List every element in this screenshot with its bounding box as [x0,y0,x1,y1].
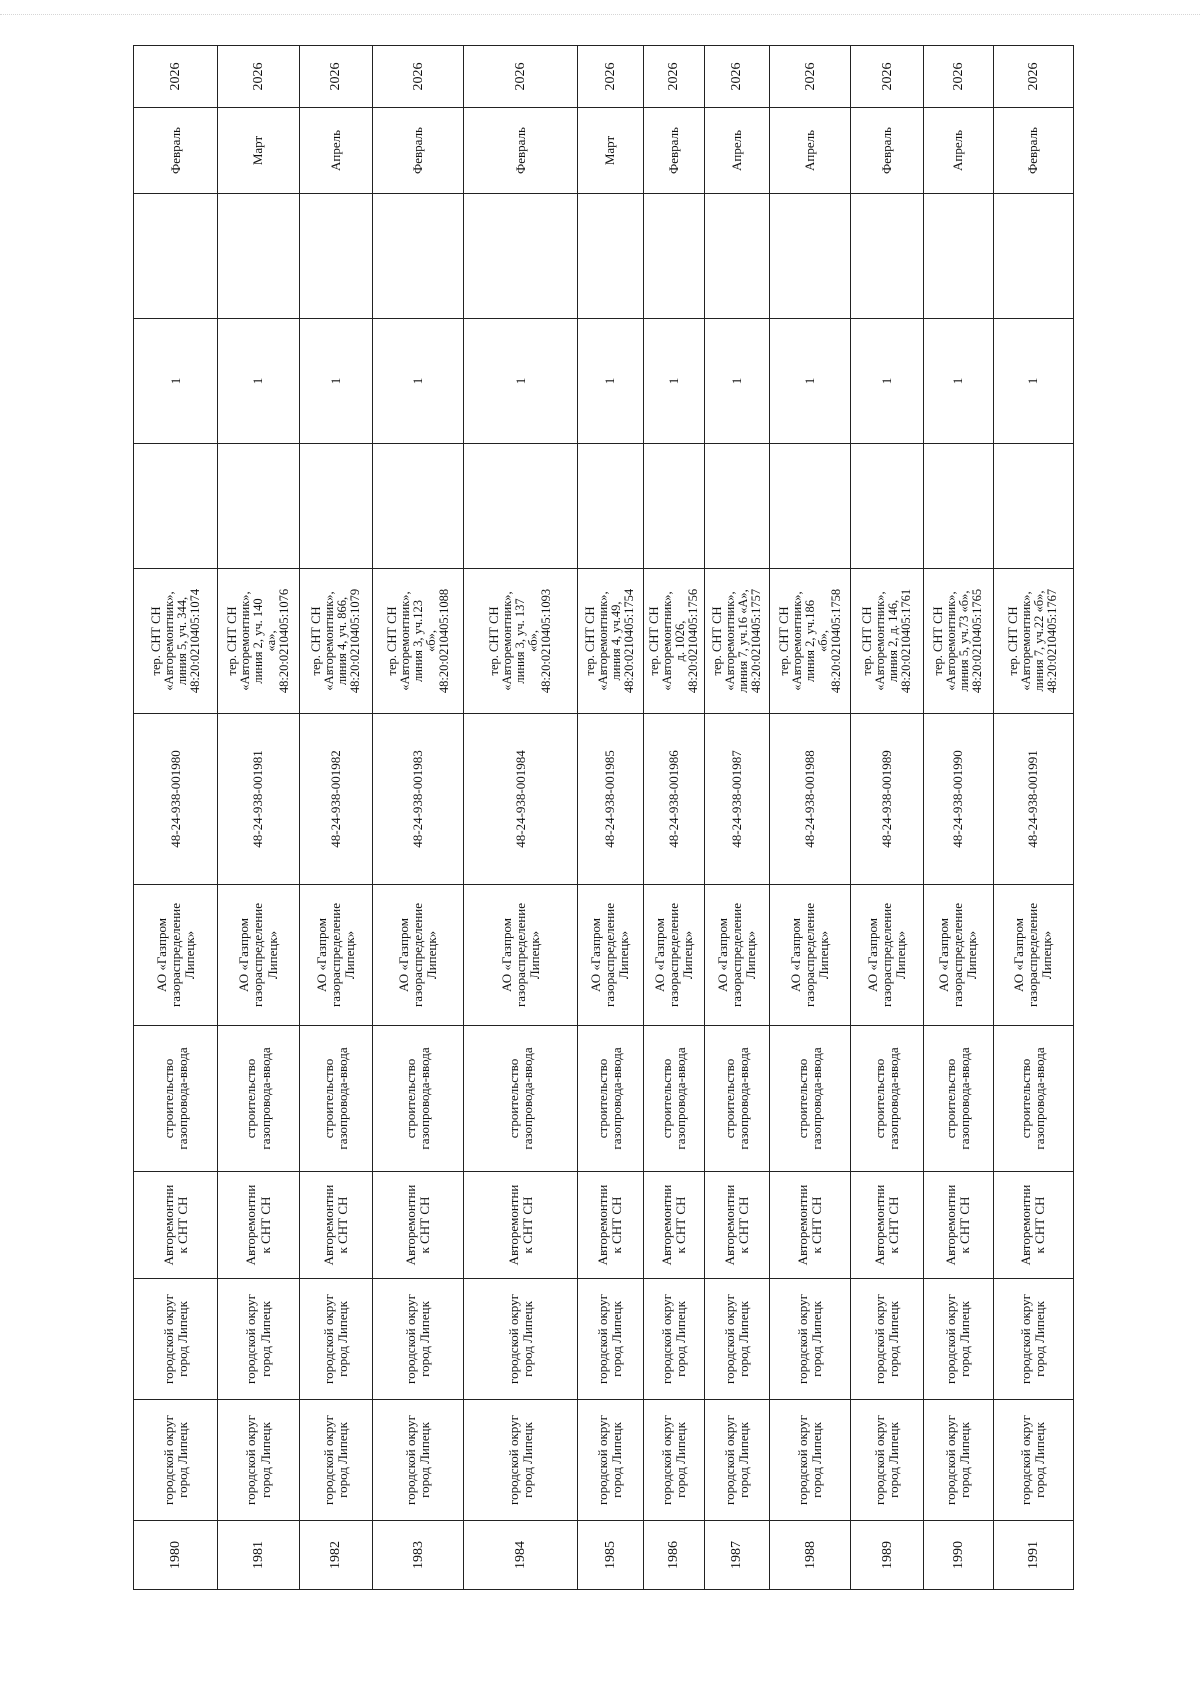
empty-cell-11 [704,194,769,319]
settlement-cell: городской округ город Липецк [924,1279,994,1400]
empty-cell-9 [770,444,851,569]
settlement-cell: городской округ город Липецк [134,1279,218,1400]
row-number-cell: 1991 [993,1521,1073,1590]
table-row [299,46,373,1590]
quantity-cell: 1 [134,319,218,444]
year-cell: 2026 [218,46,299,108]
work-type-cell: строительство газопровода-ввода [373,1026,464,1172]
address-cadastral-cell: тер. СНТ СН «Авторемонтник», линия 4, уч.49, 48:20:0210405:1754 [578,569,643,714]
empty-cell-11 [218,194,299,319]
month-cell: Март [578,108,643,194]
empty-cell-11 [464,194,578,319]
organization-cell: АО «Газпром газораспределение Липецк» [464,885,578,1026]
row-number-cell: 1990 [924,1521,994,1590]
work-type-cell: строительство газопровода-ввода [643,1026,704,1172]
month-cell: Апрель [299,108,373,194]
year-cell: 2026 [373,46,464,108]
year-cell: 2026 [134,46,218,108]
quantity-cell: 1 [643,319,704,444]
year-cell: 2026 [578,46,643,108]
year-cell: 2026 [643,46,704,108]
settlement-cell: городской округ город Липецк [373,1279,464,1400]
quantity-cell: 1 [218,319,299,444]
table-row [578,46,643,1590]
object-name-cell: Авторемонтни к СНТ СН [299,1172,373,1279]
settlement-cell: городской округ город Липецк [643,1279,704,1400]
work-type-cell: строительство газопровода-ввода [218,1026,299,1172]
row-number-cell: 1981 [218,1521,299,1590]
organization-cell: АО «Газпром газораспределение Липецк» [578,885,643,1026]
address-cadastral-cell: тер. СНТ СН «Авторемонтник», линия 2, уч.186 «б», 48:20:0210405:1758 [770,569,851,714]
quantity-cell: 1 [704,319,769,444]
registration-number-cell: 48-24-938-001983 [373,714,464,885]
quantity-cell: 1 [578,319,643,444]
address-cadastral-cell: тер. СНТ СН «Авторемонтник», линия 7, уч.16 «А», 48:20:0210405:1757 [704,569,769,714]
year-cell: 2026 [993,46,1073,108]
organization-cell: АО «Газпром газораспределение Липецк» [373,885,464,1026]
settlement-cell: городской округ город Липецк [299,1279,373,1400]
registration-number-cell: 48-24-938-001986 [643,714,704,885]
row-number-cell: 1980 [134,1521,218,1590]
row-number-cell: 1987 [704,1521,769,1590]
quantity-cell: 1 [993,319,1073,444]
empty-cell-11 [993,194,1073,319]
empty-cell-11 [134,194,218,319]
table-row [704,46,769,1590]
object-name-cell: Авторемонтни к СНТ СН [464,1172,578,1279]
address-cadastral-cell: тер. СНТ СН «Авторемонтник», линия 3, уч. 137 «б», 48:20:0210405:1093 [464,569,578,714]
organization-cell: АО «Газпром газораспределение Липецк» [924,885,994,1026]
organization-cell: АО «Газпром газораспределение Липецк» [134,885,218,1026]
registration-number-cell: 48-24-938-001982 [299,714,373,885]
registration-number-cell: 48-24-938-001990 [924,714,994,885]
registration-number-cell: 48-24-938-001989 [851,714,924,885]
registration-number-cell: 48-24-938-001984 [464,714,578,885]
municipal-district-cell: городской округ город Липецк [373,1400,464,1521]
year-cell: 2026 [299,46,373,108]
table-row [851,46,924,1590]
registration-number-cell: 48-24-938-001988 [770,714,851,885]
work-type-cell: строительство газопровода-ввода [851,1026,924,1172]
quantity-cell: 1 [299,319,373,444]
rotated-table-sheet [133,62,1074,1590]
object-name-cell: Авторемонтни к СНТ СН [924,1172,994,1279]
year-cell: 2026 [704,46,769,108]
municipal-district-cell: городской округ город Липецк [704,1400,769,1521]
work-type-cell: строительство газопровода-ввода [704,1026,769,1172]
municipal-district-cell: городской округ город Липецк [134,1400,218,1521]
row-number-cell: 1985 [578,1521,643,1590]
empty-cell-9 [373,444,464,569]
address-cadastral-cell: тер. СНТ СН «Авторемонтник», линия 7, уч.22 «б», 48:20:0210405:1767 [993,569,1073,714]
month-cell: Февраль [851,108,924,194]
year-cell: 2026 [464,46,578,108]
month-cell: Март [218,108,299,194]
gas-connection-registry-table [133,45,1074,1590]
row-number-cell: 1989 [851,1521,924,1590]
municipal-district-cell: городской округ город Липецк [851,1400,924,1521]
empty-cell-9 [704,444,769,569]
table-row [770,46,851,1590]
municipal-district-cell: городской округ город Липецк [770,1400,851,1521]
empty-cell-9 [851,444,924,569]
municipal-district-cell: городской округ город Липецк [578,1400,643,1521]
year-cell: 2026 [924,46,994,108]
quantity-cell: 1 [373,319,464,444]
year-cell: 2026 [851,46,924,108]
registration-number-cell: 48-24-938-001981 [218,714,299,885]
month-cell: Февраль [134,108,218,194]
settlement-cell: городской округ город Липецк [218,1279,299,1400]
municipal-district-cell: городской округ город Липецк [643,1400,704,1521]
organization-cell: АО «Газпром газораспределение Липецк» [770,885,851,1026]
work-type-cell: строительство газопровода-ввода [993,1026,1073,1172]
work-type-cell: строительство газопровода-ввода [299,1026,373,1172]
municipal-district-cell: городской округ город Липецк [218,1400,299,1521]
empty-cell-9 [464,444,578,569]
object-name-cell: Авторемонтни к СНТ СН [578,1172,643,1279]
organization-cell: АО «Газпром газораспределение Липецк» [851,885,924,1026]
year-cell: 2026 [770,46,851,108]
month-cell: Февраль [643,108,704,194]
address-cadastral-cell: тер. СНТ СН «Авторемонтник», линия 5, уч. 344, 48:20:0210405:1074 [134,569,218,714]
row-number-cell: 1982 [299,1521,373,1590]
table-row [643,46,704,1590]
settlement-cell: городской округ город Липецк [993,1279,1073,1400]
organization-cell: АО «Газпром газораспределение Липецк» [218,885,299,1026]
settlement-cell: городской округ город Липецк [578,1279,643,1400]
empty-cell-9 [924,444,994,569]
registration-number-cell: 48-24-938-001985 [578,714,643,885]
work-type-cell: строительство газопровода-ввода [770,1026,851,1172]
settlement-cell: городской округ город Липецк [851,1279,924,1400]
month-cell: Февраль [373,108,464,194]
empty-cell-9 [578,444,643,569]
address-cadastral-cell: тер. СНТ СН «Авторемонтник», д. 1026, 48:20:0210405:1756 [643,569,704,714]
table-row [464,46,578,1590]
table-row [924,46,994,1590]
object-name-cell: Авторемонтни к СНТ СН [373,1172,464,1279]
row-number-cell: 1988 [770,1521,851,1590]
month-cell: Апрель [924,108,994,194]
municipal-district-cell: городской округ город Липецк [993,1400,1073,1521]
work-type-cell: строительство газопровода-ввода [578,1026,643,1172]
municipal-district-cell: городской округ город Липецк [924,1400,994,1521]
object-name-cell: Авторемонтни к СНТ СН [704,1172,769,1279]
organization-cell: АО «Газпром газораспределение Липецк» [643,885,704,1026]
object-name-cell: Авторемонтни к СНТ СН [770,1172,851,1279]
work-type-cell: строительство газопровода-ввода [924,1026,994,1172]
organization-cell: АО «Газпром газораспределение Липецк» [704,885,769,1026]
quantity-cell: 1 [464,319,578,444]
table-row [218,46,299,1590]
month-cell: Апрель [704,108,769,194]
empty-cell-11 [643,194,704,319]
work-type-cell: строительство газопровода-ввода [134,1026,218,1172]
object-name-cell: Авторемонтни к СНТ СН [134,1172,218,1279]
object-name-cell: Авторемонтни к СНТ СН [218,1172,299,1279]
address-cadastral-cell: тер. СНТ СН «Авторемонтник», линия 2, д. 146, 48:20:0210405:1761 [851,569,924,714]
organization-cell: АО «Газпром газораспределение Липецк» [299,885,373,1026]
table-row [993,46,1073,1590]
row-number-cell: 1983 [373,1521,464,1590]
settlement-cell: городской округ город Липецк [464,1279,578,1400]
municipal-district-cell: городской округ город Липецк [464,1400,578,1521]
month-cell: Февраль [464,108,578,194]
object-name-cell: Авторемонтни к СНТ СН [851,1172,924,1279]
object-name-cell: Авторемонтни к СНТ СН [643,1172,704,1279]
empty-cell-11 [770,194,851,319]
empty-cell-11 [373,194,464,319]
empty-cell-11 [924,194,994,319]
address-cadastral-cell: тер. СНТ СН «Авторемонтник», линия 5, уч.73 «б», 48:20:0210405:1765 [924,569,994,714]
row-number-cell: 1986 [643,1521,704,1590]
organization-cell: АО «Газпром газораспределение Липецк» [993,885,1073,1026]
row-number-cell: 1984 [464,1521,578,1590]
empty-cell-9 [134,444,218,569]
address-cadastral-cell: тер. СНТ СН «Авторемонтник», линия 2, уч. 140 «а», 48:20:0210405:1076 [218,569,299,714]
empty-cell-9 [993,444,1073,569]
address-cadastral-cell: тер. СНТ СН «Авторемонтник», линия 4, уч. 866, 48:20:0210405:1079 [299,569,373,714]
quantity-cell: 1 [851,319,924,444]
scan-border-line [0,14,1200,15]
table-row [134,46,218,1590]
quantity-cell: 1 [924,319,994,444]
empty-cell-9 [299,444,373,569]
empty-cell-11 [578,194,643,319]
settlement-cell: городской округ город Липецк [704,1279,769,1400]
month-cell: Апрель [770,108,851,194]
month-cell: Февраль [993,108,1073,194]
registration-number-cell: 48-24-938-001980 [134,714,218,885]
work-type-cell: строительство газопровода-ввода [464,1026,578,1172]
municipal-district-cell: городской округ город Липецк [299,1400,373,1521]
empty-cell-11 [851,194,924,319]
settlement-cell: городской округ город Липецк [770,1279,851,1400]
empty-cell-11 [299,194,373,319]
quantity-cell: 1 [770,319,851,444]
object-name-cell: Авторемонтни к СНТ СН [993,1172,1073,1279]
table-row [373,46,464,1590]
registration-number-cell: 48-24-938-001991 [993,714,1073,885]
empty-cell-9 [643,444,704,569]
empty-cell-9 [218,444,299,569]
registration-number-cell: 48-24-938-001987 [704,714,769,885]
address-cadastral-cell: тер. СНТ СН «Авторемонтник», линия 3, уч.123 «б», 48:20:0210405:1088 [373,569,464,714]
